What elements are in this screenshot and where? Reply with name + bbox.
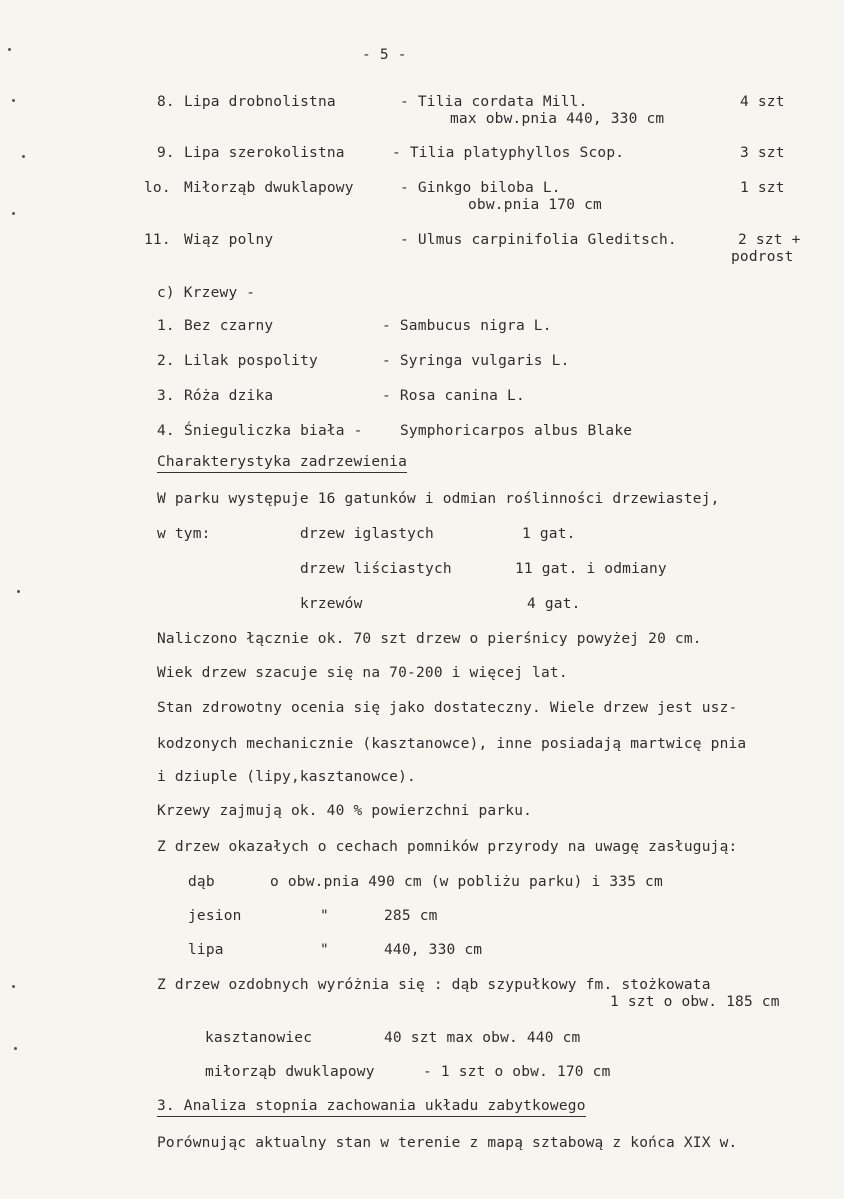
ditto-mark: "	[320, 908, 329, 924]
tree-no: 9.	[157, 145, 175, 161]
notable-tree-detail: 285 cm	[384, 908, 438, 924]
species-row-value: 11 gat. i odmiany	[515, 561, 667, 577]
notable-tree-name: lipa	[188, 942, 224, 958]
notable-tree-detail: 440, 330 cm	[384, 942, 483, 958]
tree-qty: 2 szt +	[738, 232, 801, 248]
margin-speck	[12, 985, 15, 988]
tree-qty: 3 szt	[740, 145, 785, 161]
tree-name: Miłorząb dwuklapowy	[184, 180, 354, 196]
shrubs-heading: c) Krzewy -	[157, 285, 256, 301]
species-row-label: drzew iglastych	[300, 526, 434, 542]
body-line: Z drzew okazałych o cechach pomników przyrody na uwagę zasługują:	[157, 839, 738, 855]
notable-tree-name: jesion	[188, 908, 242, 924]
ornamental-name: miłorząb dwuklapowy	[205, 1064, 375, 1080]
margin-speck	[17, 590, 20, 593]
shrub-no: 3.	[157, 388, 175, 404]
shrub-name: Lilak pospolity	[184, 353, 318, 369]
tree-detail: obw.pnia 170 cm	[468, 197, 602, 213]
species-row-value: 4 gat.	[527, 596, 581, 612]
shrub-latin: Symphoricarpos albus Blake	[400, 423, 633, 439]
shrub-name: Śnieguliczka biała -	[184, 423, 363, 439]
species-row-value: 1 gat.	[522, 526, 576, 542]
margin-speck	[14, 1047, 17, 1050]
tree-no: lo.	[144, 180, 171, 196]
shrub-name: Bez czarny	[184, 318, 274, 334]
tree-latin: - Ulmus carpinifolia Gleditsch.	[400, 232, 677, 248]
paragraph-species: W parku występuje 16 gatunków i odmian roślinności drzewiastej,	[157, 491, 720, 507]
tree-qty: 4 szt	[740, 94, 785, 110]
shrub-no: 1.	[157, 318, 175, 334]
shrub-no: 4.	[157, 423, 175, 439]
margin-speck	[8, 48, 11, 51]
tree-name: Lipa szerokolistna	[184, 145, 345, 161]
body-line: Naliczono łącznie ok. 70 szt drzew o pierśnicy powyżej 20 cm.	[157, 631, 702, 647]
shrub-latin: - Sambucus nigra L.	[382, 318, 552, 334]
ornamental-line: Z drzew ozdobnych wyróżnia się : dąb szypułkowy fm. stożkowata	[157, 977, 711, 993]
species-row-label: krzewów	[300, 596, 363, 612]
page-number: - 5 -	[362, 47, 407, 63]
section-heading-characteristics: Charakterystyka zadrzewienia	[157, 453, 407, 473]
body-line: Krzewy zajmują ok. 40 % powierzchni parku.	[157, 803, 533, 819]
ornamental-detail: - 1 szt o obw. 170 cm	[423, 1064, 611, 1080]
tree-qty-extra: podrost	[731, 249, 794, 265]
body-line: kodzonych mechanicznie (kasztanowce), inne posiadają martwicę pnia	[157, 736, 747, 752]
w-tym-label: w tym:	[157, 526, 211, 542]
tree-name: Lipa drobnolistna	[184, 94, 336, 110]
margin-speck	[22, 155, 25, 158]
shrub-no: 2.	[157, 353, 175, 369]
shrub-latin: - Syringa vulgaris L.	[382, 353, 570, 369]
tree-no: 8.	[157, 94, 175, 110]
shrub-latin: - Rosa canina L.	[382, 388, 525, 404]
tree-latin: - Tilia cordata Mill.	[400, 94, 588, 110]
tree-latin: - Tilia platyphyllos Scop.	[392, 145, 625, 161]
ornamental-name: kasztanowiec	[205, 1030, 313, 1046]
shrub-name: Róża dzika	[184, 388, 274, 404]
ditto-mark: "	[320, 942, 329, 958]
tree-name: Wiąz polny	[184, 232, 274, 248]
body-line: i dziuple (lipy,kasztanowce).	[157, 769, 416, 785]
species-row-label: drzew liściastych	[300, 561, 452, 577]
notable-tree-detail: o obw.pnia 490 cm (w pobliżu parku) i 335 cm	[270, 874, 663, 890]
last-line: Porównując aktualny stan w terenie z mapą sztabową z końca XIX w.	[157, 1135, 738, 1151]
body-line: Wiek drzew szacuje się na 70-200 i więcej lat.	[157, 665, 568, 681]
margin-speck	[12, 212, 15, 215]
tree-latin: - Ginkgo biloba L.	[400, 180, 561, 196]
body-line: Stan zdrowotny ocenia się jako dostateczny. Wiele drzew jest usz-	[157, 700, 738, 716]
margin-speck	[12, 99, 15, 102]
notable-tree-name: dąb	[188, 874, 215, 890]
tree-qty: 1 szt	[740, 180, 785, 196]
section-heading-3: 3. Analiza stopnia zachowania układu zabytkowego	[157, 1097, 586, 1117]
ornamental-line-cont: 1 szt o obw. 185 cm	[610, 994, 780, 1010]
tree-detail: max obw.pnia 440, 330 cm	[450, 111, 665, 127]
ornamental-detail: 40 szt max obw. 440 cm	[384, 1030, 581, 1046]
tree-no: 11.	[144, 232, 171, 248]
